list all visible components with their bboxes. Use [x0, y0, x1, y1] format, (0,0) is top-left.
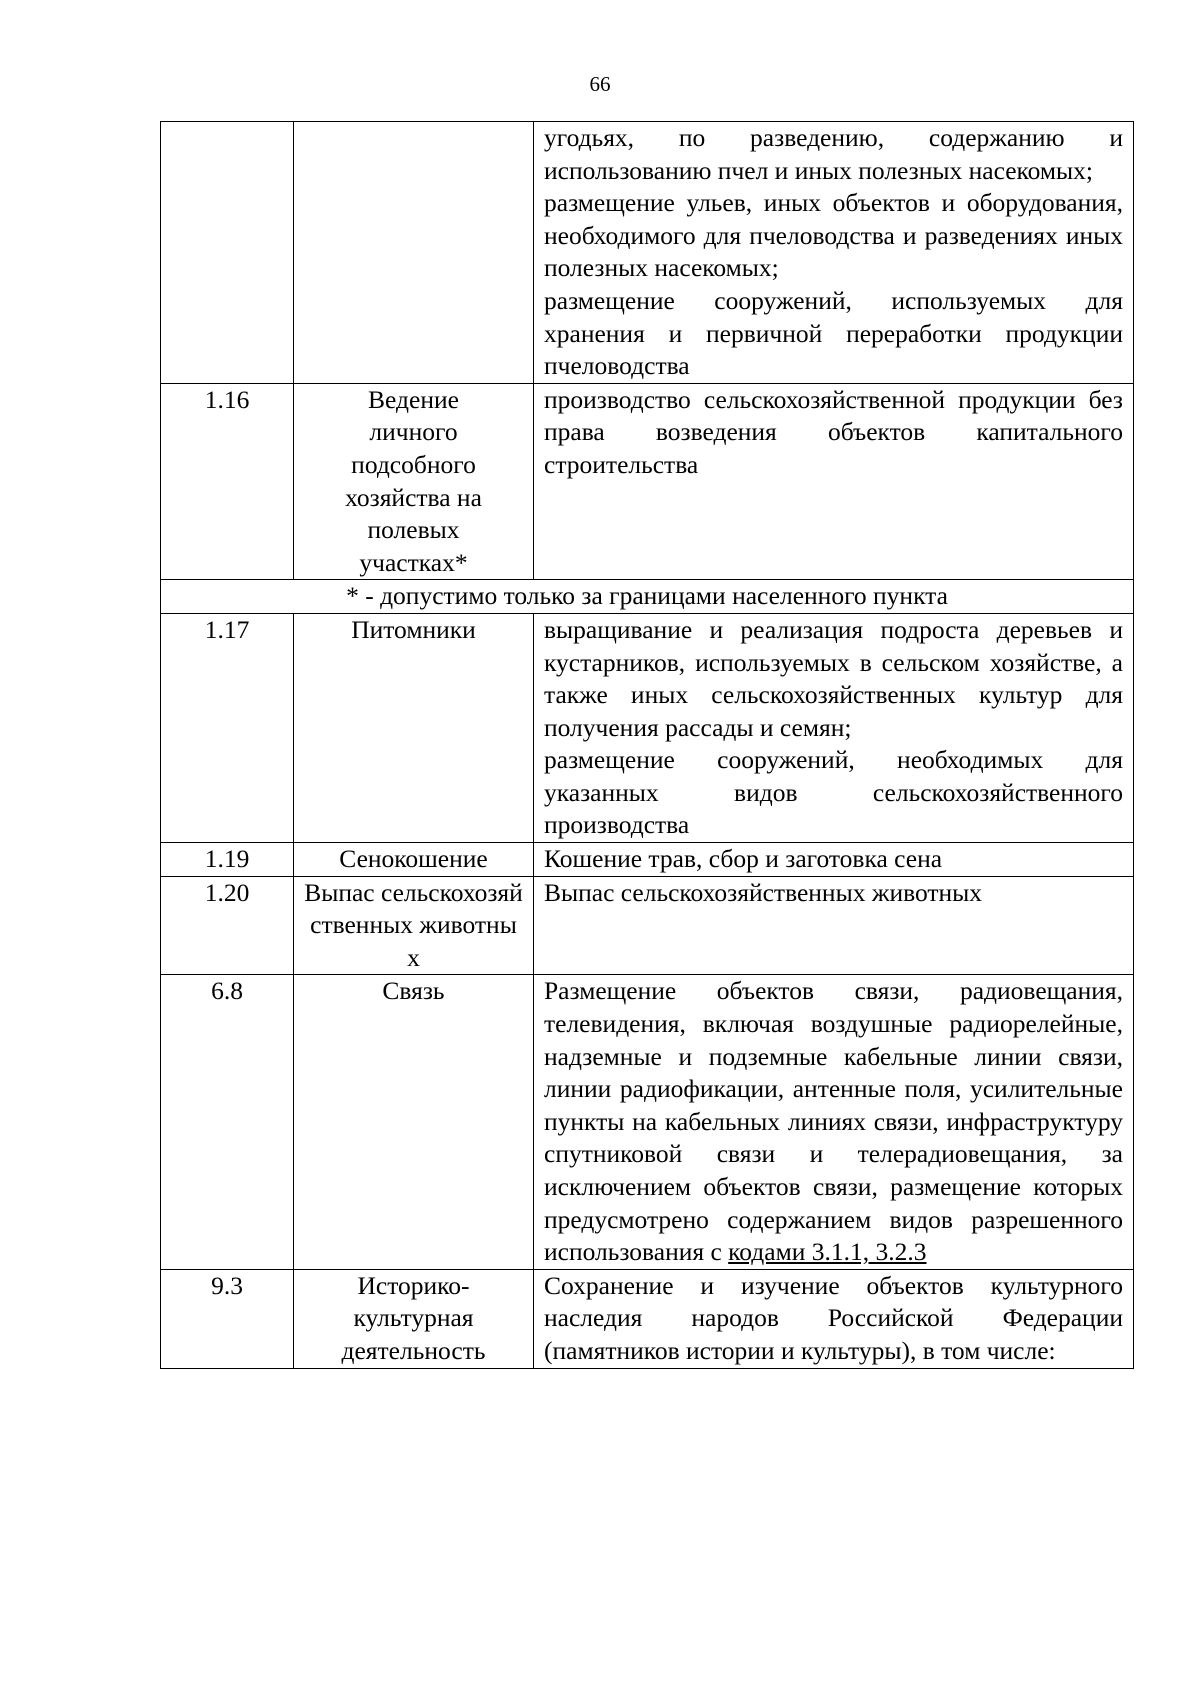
code-cell: 1.16 — [161, 383, 294, 580]
description-cell — [534, 613, 1134, 842]
reference-link[interactable]: кодами 3.1.1, 3.2.3 — [728, 1237, 927, 1267]
page-number: 66 — [589, 72, 611, 96]
name-cell: Питомники — [294, 613, 534, 842]
code-cell: 1.17 — [161, 613, 294, 842]
description-paragraph: Сохранение и изучение объектов культурного наследия народов Российской Федерации (памятников истории и культуры), в том числе: — [544, 1270, 1123, 1365]
description-cell — [534, 122, 1134, 384]
description-cell — [534, 1269, 1134, 1368]
description-cell — [534, 843, 1134, 877]
description-paragraph: размещение сооружений, используемых для хранения и первичной переработки продукции пчеловодства — [544, 285, 1123, 381]
description-paragraph: размещение сооружений, необходимых для указанных видов сельскохозяйственного производства — [544, 745, 1123, 840]
description-paragraph: размещение ульев, иных объектов и оборудования, необходимого для пчеловодства и разведениях иных полезных насекомых; — [544, 188, 1123, 283]
table-row — [161, 975, 1134, 1269]
code-cell: 6.8 — [161, 975, 294, 1269]
description-paragraph: Кошение трав, сбор и заготовка сена — [544, 844, 943, 874]
table-row — [161, 843, 1134, 877]
name-cell: Сенокошение — [294, 843, 534, 877]
name-cell: Выпас сельскохозяйственных животных — [294, 876, 534, 975]
code-cell: 1.20 — [161, 876, 294, 975]
description-paragraph: Выпас сельскохозяйственных животных — [544, 877, 983, 907]
description-paragraph: выращивание и реализация подроста деревьев и кустарников, используемых в сельском хозяйстве, а также иных сельскохозяйственных культур для получения рассады и семян; — [544, 614, 1123, 742]
description-cell — [534, 975, 1134, 1269]
table-row — [161, 1269, 1134, 1368]
name-cell: Ведение личного подсобного хозяйства на полевых участках* — [294, 383, 534, 580]
name-cell: Связь — [294, 975, 534, 1269]
footnote-cell: * - допустимо только за границами населенного пункта — [161, 580, 1134, 614]
table-row — [161, 876, 1134, 975]
code-cell: 9.3 — [161, 1269, 294, 1368]
description-paragraph: производство сельскохозяйственной продукции без права возведения объектов капитального строительства — [544, 384, 1123, 479]
description-cell — [534, 876, 1134, 975]
table-row — [161, 580, 1134, 614]
name-cell — [294, 122, 534, 384]
land-use-table — [160, 121, 1134, 1369]
description-paragraph: угодьях, по разведению, содержанию и использованию пчел и иных полезных насекомых; — [544, 123, 1123, 185]
code-cell — [161, 122, 294, 384]
table-row — [161, 613, 1134, 842]
table-row — [161, 122, 1134, 384]
description-paragraph — [544, 975, 1123, 1268]
table-row — [161, 383, 1134, 580]
code-cell: 1.19 — [161, 843, 294, 877]
description-cell — [534, 383, 1134, 580]
description-text: Размещение объектов связи, радиовещания, телевидения, включая воздушные радиорелейные, надземные и подземные кабельные линии связи, линии радиофикации, антенные поля, усилительные пункты на кабельных линиях связи, инфраструктуру спутниковой связи и телерадиовещания, за исключением объектов связи, размещение которых предусмотрено содержанием видов разрешенного использования с — [544, 976, 1123, 1267]
name-cell: Историко-культурная деятельность — [294, 1269, 534, 1368]
